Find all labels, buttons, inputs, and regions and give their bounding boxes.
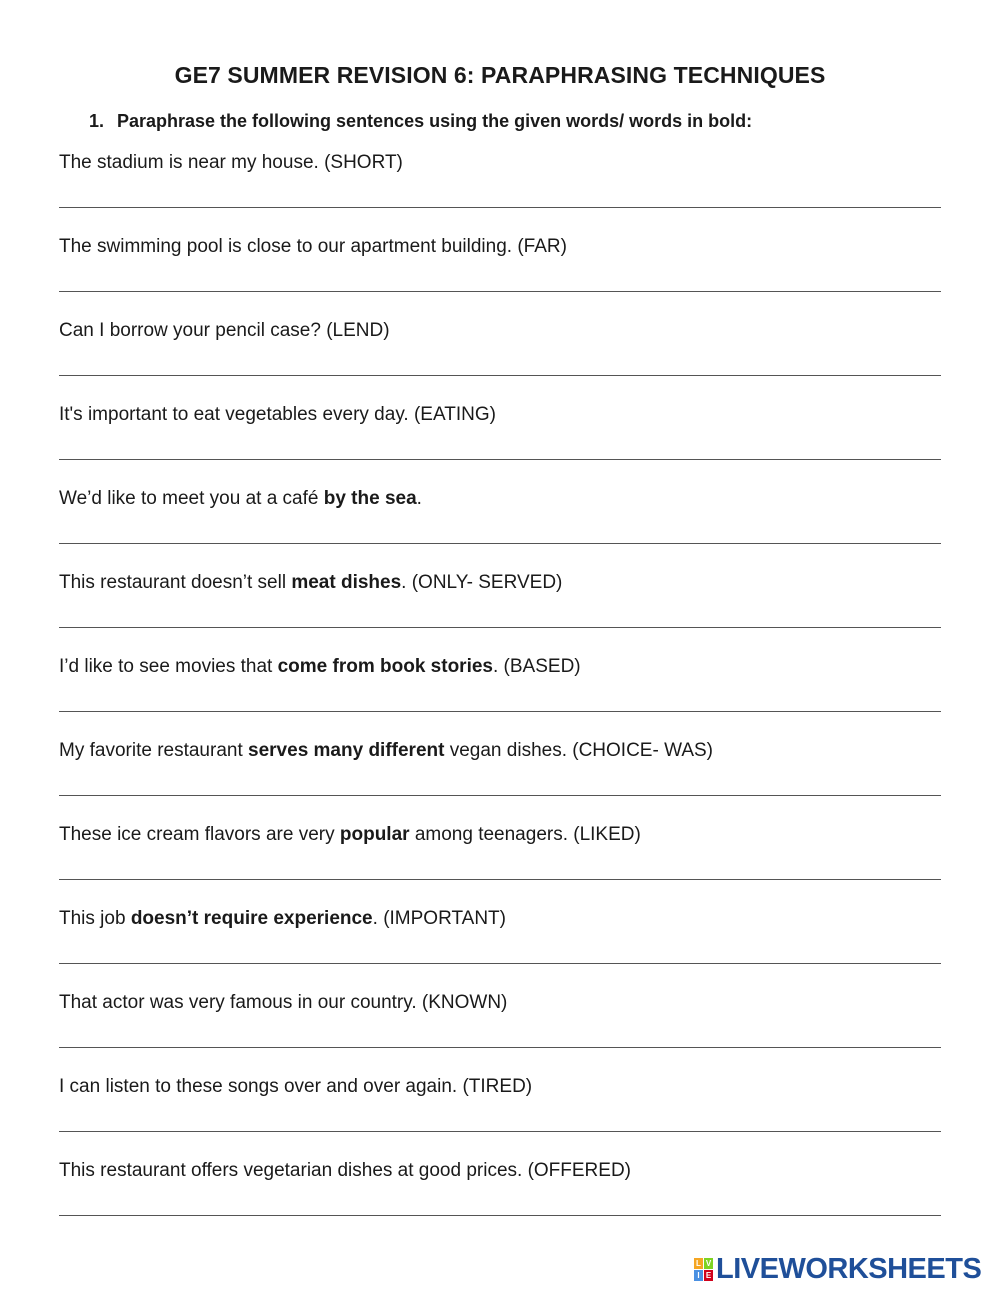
logo-mark-cell: E (705, 1270, 712, 1280)
exercise-item (59, 823, 943, 907)
exercise-item (59, 487, 943, 571)
prompt-sentence: This restaurant offers vegetarian dishes at good prices. (OFFERED) (59, 1160, 632, 1181)
prompt-sentence: I’d like to see movies that come from book stories. (BASED) (59, 656, 581, 677)
answer-input[interactable] (59, 207, 941, 208)
exercise-item (59, 739, 943, 823)
prompt-sentence: The stadium is near my house. (SHORT) (59, 152, 403, 173)
exercise-item (59, 151, 943, 235)
prompt-sentence: I can listen to these songs over and over again. (TIRED) (59, 1076, 533, 1097)
answer-input[interactable] (59, 627, 941, 628)
answer-input[interactable] (59, 1131, 941, 1132)
prompt-sentence: This restaurant doesn’t sell meat dishes. (ONLY- SERVED) (59, 572, 563, 593)
answer-input[interactable] (59, 879, 941, 880)
prompt-sentence: We’d like to meet you at a café by the sea. (59, 488, 422, 509)
answer-input[interactable] (59, 1047, 941, 1048)
exercise-item (59, 235, 943, 319)
answer-input[interactable] (59, 291, 941, 292)
exercise-item (59, 1159, 943, 1243)
answer-input[interactable] (59, 1215, 941, 1216)
answer-input[interactable] (59, 459, 941, 460)
logo-mark-cell: V (705, 1258, 712, 1268)
prompt-sentence: That actor was very famous in our country. (KNOWN) (59, 992, 508, 1013)
prompt-sentence: Can I borrow your pencil case? (LEND) (59, 320, 390, 341)
logo-text: LIVEWORKSHEETS (716, 1253, 982, 1285)
prompt-sentence: These ice cream flavors are very popular among teenagers. (LIKED) (59, 824, 641, 845)
exercise-item (59, 907, 943, 991)
exercise-item (59, 655, 943, 739)
answer-input[interactable] (59, 711, 941, 712)
answer-input[interactable] (59, 375, 941, 376)
worksheet-title: GE7 SUMMER REVISION 6: PARAPHRASING TECHNIQUES (174, 62, 826, 88)
prompt-sentence: It's important to eat vegetables every day. (EATING) (59, 404, 496, 425)
exercise-item (59, 1075, 943, 1159)
instruction (89, 111, 752, 132)
exercise-item (59, 991, 943, 1075)
answer-input[interactable] (59, 543, 941, 544)
exercise-list (59, 151, 943, 1243)
logo-mark-cell: L (694, 1258, 703, 1269)
exercise-item (59, 319, 943, 403)
exercise-item (59, 403, 943, 487)
logo-mark-icon (694, 1258, 713, 1281)
answer-input[interactable] (59, 795, 941, 796)
instruction-text: Paraphrase the following sentences using the given words/ words in bold: (117, 111, 753, 131)
prompt-sentence: The swimming pool is close to our apartment building. (FAR) (59, 236, 567, 257)
logo-mark-cell: I (694, 1270, 703, 1281)
liveworksheets-logo (694, 1254, 981, 1284)
instruction-number: 1. (89, 111, 105, 131)
prompt-sentence: This job doesn’t require experience. (IMPORTANT) (59, 908, 506, 929)
answer-input[interactable] (59, 963, 941, 964)
exercise-item (59, 571, 943, 655)
prompt-sentence: My favorite restaurant serves many different vegan dishes. (CHOICE- WAS) (59, 740, 713, 761)
